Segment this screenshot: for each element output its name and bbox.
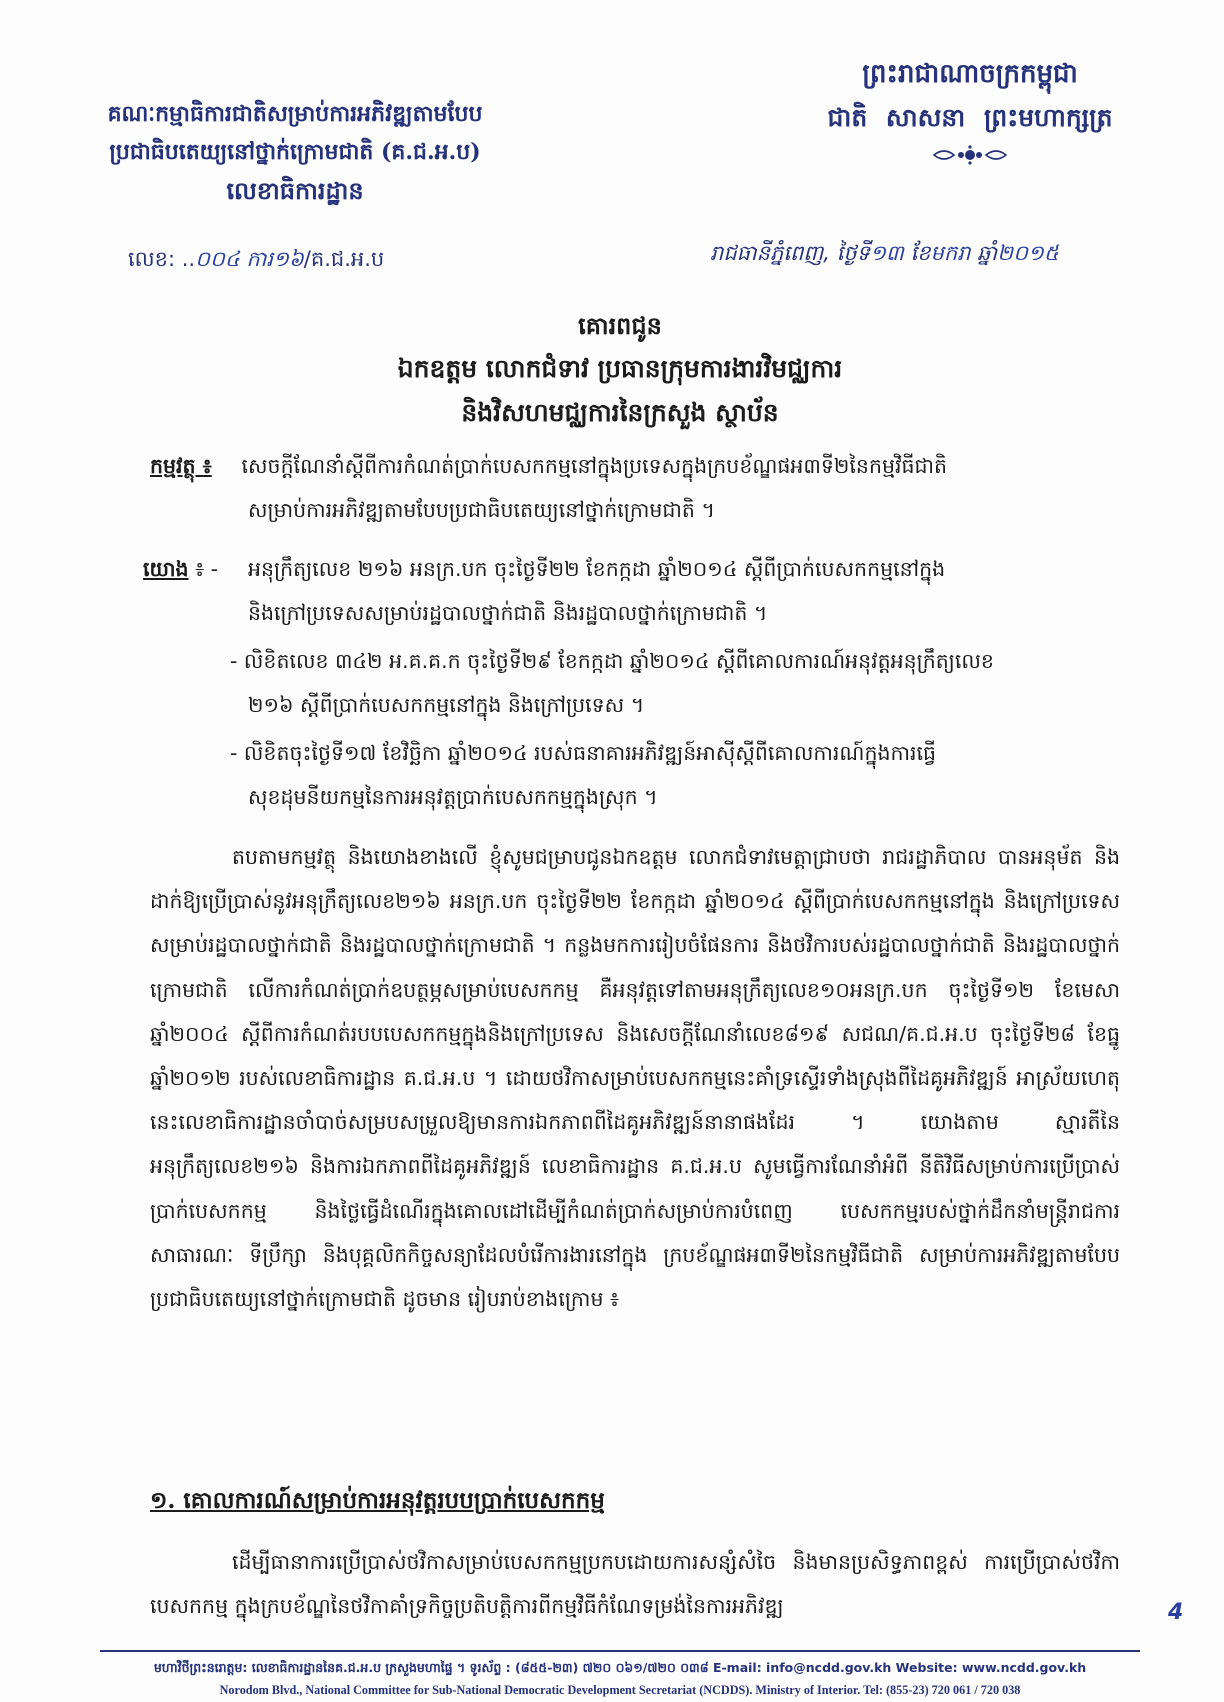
addressee <box>240 305 1000 435</box>
reference-3-line2: សុខដុមនីយកម្មនៃការអនុវត្តប្រាក់បេសកកម្មក្នុងស្រុក ។ <box>248 785 658 809</box>
subject-row <box>150 447 1120 486</box>
addressee-salutation: គោរពជូន <box>578 311 662 340</box>
org-name-line1: គណៈកម្មាធិការជាតិសម្រាប់ការអភិវឌ្ឍតាមបែប <box>107 101 483 127</box>
handwritten-page-mark: 4 <box>1168 1600 1184 1625</box>
reference-number <box>128 246 384 277</box>
references-colon: ៖ - <box>188 557 218 581</box>
document-date <box>710 240 1180 271</box>
addressee-line3: និងវិសហមជ្ឈការនៃក្រសួង ស្ថាប័ន <box>461 398 779 427</box>
ornament-icon <box>930 144 1010 166</box>
ref-suffix: /គ.ជ.អ.ប <box>303 247 385 271</box>
reference-1-line2: និងក្រៅប្រទេសសម្រាប់រដ្ឋបាលថ្នាក់ជាតិ និងរដ្ឋបាលថ្នាក់ក្រោមជាតិ ។ <box>248 601 768 625</box>
issuing-organization <box>60 95 530 211</box>
subject-label: កម្មវត្ថុ ៖ <box>150 454 212 478</box>
kingdom-name: ព្រះរាជាណាចក្រកម្ពុជា <box>862 59 1078 89</box>
footer-address-english: Norodom Blvd., National Committee for Sub-National Democratic Development Secretariat (NCDDS). Ministry of Interior. Tel: (855-23) 720 061 / 720 038 <box>219 1683 1021 1697</box>
reference-3-line1: - លិខិតចុះថ្ងៃទី១៧ ខែវិច្ឆិកា ឆ្នាំ២០១៤ របស់ធនាគារអភិវឌ្ឍន៍អាស៊ីស្តីពីគោលការណ៍ក្នុងការធ្វើ <box>230 741 937 765</box>
section-1-heading: ១. គោលការណ៍សម្រាប់ការអនុវត្តរបបប្រាក់បេសកកម្ម <box>150 1487 605 1514</box>
date-month-label: ខែ <box>903 241 931 265</box>
national-motto: ជាតិ សាសនា ព្រះមហាក្សត្រ <box>827 103 1113 132</box>
references-label: យោង <box>143 557 189 581</box>
subject-text-line1: សេចក្តីណែនាំស្តីពីការកំណត់ប្រាក់បេសកកម្មនៅក្នុងប្រទេសក្នុងក្របខ័ណ្ឌផអ៣ទី២នៃកម្មវិធីជាតិ <box>241 454 948 478</box>
reference-2-line1: - លិខិតលេខ ៣៤២ អ.គ.គ.ក ចុះថ្ងៃទី២៩ ខែកក្កដា ឆ្នាំ២០១៤ ស្តីពីគោលការណ៍អនុវត្តអនុក្រឹត្យលេខ <box>230 649 994 673</box>
date-year-label: ឆ្នាំ <box>970 241 998 265</box>
body-paragraph-1: តបតាមកម្មវត្ថុ និងយោងខាងលើ ខ្ញុំសូមជម្រាបជូនឯកឧត្តម លោកជំទាវមេត្តាជ្រាបថា រាជរដ្ឋាភិបាល បានអនុម័ត និងដាក់ឱ្យប្រើប្រាស់នូវអនុក្រឹត្យលេខ២១៦ អនក្រ.បក ចុះថ្ងៃទី២២ ខែកក្កដា ឆ្នាំ២០១៤ ស្តីពីប្រាក់បេសកកម្មនៅក្នុង និងក្រៅប្រទេសសម្រាប់រដ្ឋបាលថ្នាក់ជាតិ និងរដ្ឋបាលថ្នាក់ក្រោមជាតិ ។ កន្លងមកការរៀបចំផែនការ និងថវិការបស់រដ្ឋបាលថ្នាក់ជាតិ និងរដ្ឋបាលថ្នាក់ក្រោមជាតិ លើការកំណត់ប្រាក់ឧបត្ថម្ភសម្រាប់បេសកកម្ម គឺអនុវត្តទៅតាមអនុក្រឹត្យលេខ១០អនក្រ.បក ចុះថ្ងៃទី១២ ខែមេសា ឆ្នាំ២០០៤ ស្តីពីការកំណត់របបបេសកកម្មក្នុងនិងក្រៅប្រទេស និងសេចក្តីណែនាំលេខ៨១៩ សជណ/គ.ជ.អ.ប ចុះថ្ងៃទី២៨ ខែធ្នូ ឆ្នាំ២០១២ របស់លេខាធិការដ្ឋាន គ.ជ.អ.ប ។ ដោយថវិកាសម្រាប់បេសកកម្មនេះគាំទ្រស្ទើរទាំងស្រុងពីដៃគូអភិវឌ្ឍន៍ អាស្រ័យហេតុនេះលេខាធិការដ្ឋានចាំបាច់សម្របសម្រួលឱ្យមានការឯកភាពពីដៃគូអភិវឌ្ឍន៍នានាផងដែរ ។ យោងតាម ស្មារតីនៃអនុក្រឹត្យលេខ២១៦ និងការឯកភាពពីដៃគូអភិវឌ្ឍន៍ លេខាធិការដ្ឋាន គ.ជ.អ.ប សូមធ្វើការណែនាំអំពី នីតិវិធីសម្រាប់ការប្រើប្រាស់ប្រាក់បេសកកម្ម និងថ្លៃធ្វើដំណើរក្នុងគោលដៅដើម្បីកំណត់ប្រាក់សម្រាប់ការបំពេញ បេសកកម្មរបស់ថ្នាក់ដឹកនាំមន្ត្រីរាជការសាធារណៈ ទីប្រឹក្សា និងបុគ្គលិកកិច្ចសន្យាដែលបំរើការងារនៅក្នុង ក្របខ័ណ្ឌផអ៣ទី២នៃកម្មវិធីជាតិ សម្រាប់ការអភិវឌ្ឍតាមបែបប្រជាធិបតេយ្យនៅថ្នាក់ក្រោមជាតិ ដូចមាន រៀបរាប់ខាងក្រោម ៖ <box>150 845 1120 1312</box>
ref-prefix: លេខ: .. <box>128 247 196 271</box>
addressee-line2: ឯកឧត្តម លោកជំទាវ ប្រធានក្រុមការងារវិមជ្ឈការ <box>397 354 843 383</box>
reference-2-line2: ២១៦ ស្តីពីប្រាក់បេសកកម្មនៅក្នុង និងក្រៅប្រទេស ។ <box>248 693 645 717</box>
kingdom-motto <box>790 52 1150 170</box>
subject-text-line2: សម្រាប់ការអភិវឌ្ឍតាមបែបប្រជាធិបតេយ្យនៅថ្នាក់ក្រោមជាតិ ។ <box>248 498 715 522</box>
date-month: មករា <box>930 241 971 265</box>
reference-1-line1: អនុក្រឹត្យលេខ ២១៦ អនក្រ.បក ចុះថ្ងៃទី២២ ខែកក្កដា ឆ្នាំ២០១៤ ស្តីពីប្រាក់បេសកកម្មនៅក្នុង <box>248 557 946 581</box>
org-department: លេខាធិការដ្ឋាន <box>226 176 364 205</box>
date-day: ១៣ <box>869 241 904 265</box>
body-paragraph-2: ដើម្បីធានាការប្រើប្រាស់ថវិកាសម្រាប់បេសកកម្មប្រកបដោយការសន្សំសំចៃ និងមានប្រសិទ្ធភាពខ្ពស់ ការប្រើប្រាស់ថវិកាបេសកកម្ម ក្នុងក្របខ័ណ្ឌនៃថវិកាគាំទ្រកិច្ចប្រតិបត្តិការពីកម្មវិធីកំណែទម្រង់នៃការអភិវឌ្ឍ <box>150 1550 1120 1618</box>
date-prefix: រាជធានីភ្នំពេញ, ថ្ងៃទី <box>710 241 870 265</box>
footer-divider <box>100 1650 1140 1652</box>
date-year: ២០១៥ <box>997 241 1059 265</box>
org-name-line2: ប្រជាធិបតេយ្យនៅថ្នាក់ក្រោមជាតិ (គ.ជ.អ.ប) <box>109 139 481 165</box>
ref-handwritten-number: ០០៤ ការ១៦ <box>195 247 304 271</box>
footer-address-khmer: មហាវិថីព្រះនរោត្តម: លេខាធិការដ្ឋាននៃគ.ជ.អ.ប ក្រសួងមហាផ្ទៃ ។ ទូរស័ព្ទ : (៨៥៥-២៣) ៧២០ ០៦១/៧២០ ០៣៨ E-mail: info@ncdd.gov.kh Website: www.ncdd.gov.kh <box>153 1660 1087 1675</box>
